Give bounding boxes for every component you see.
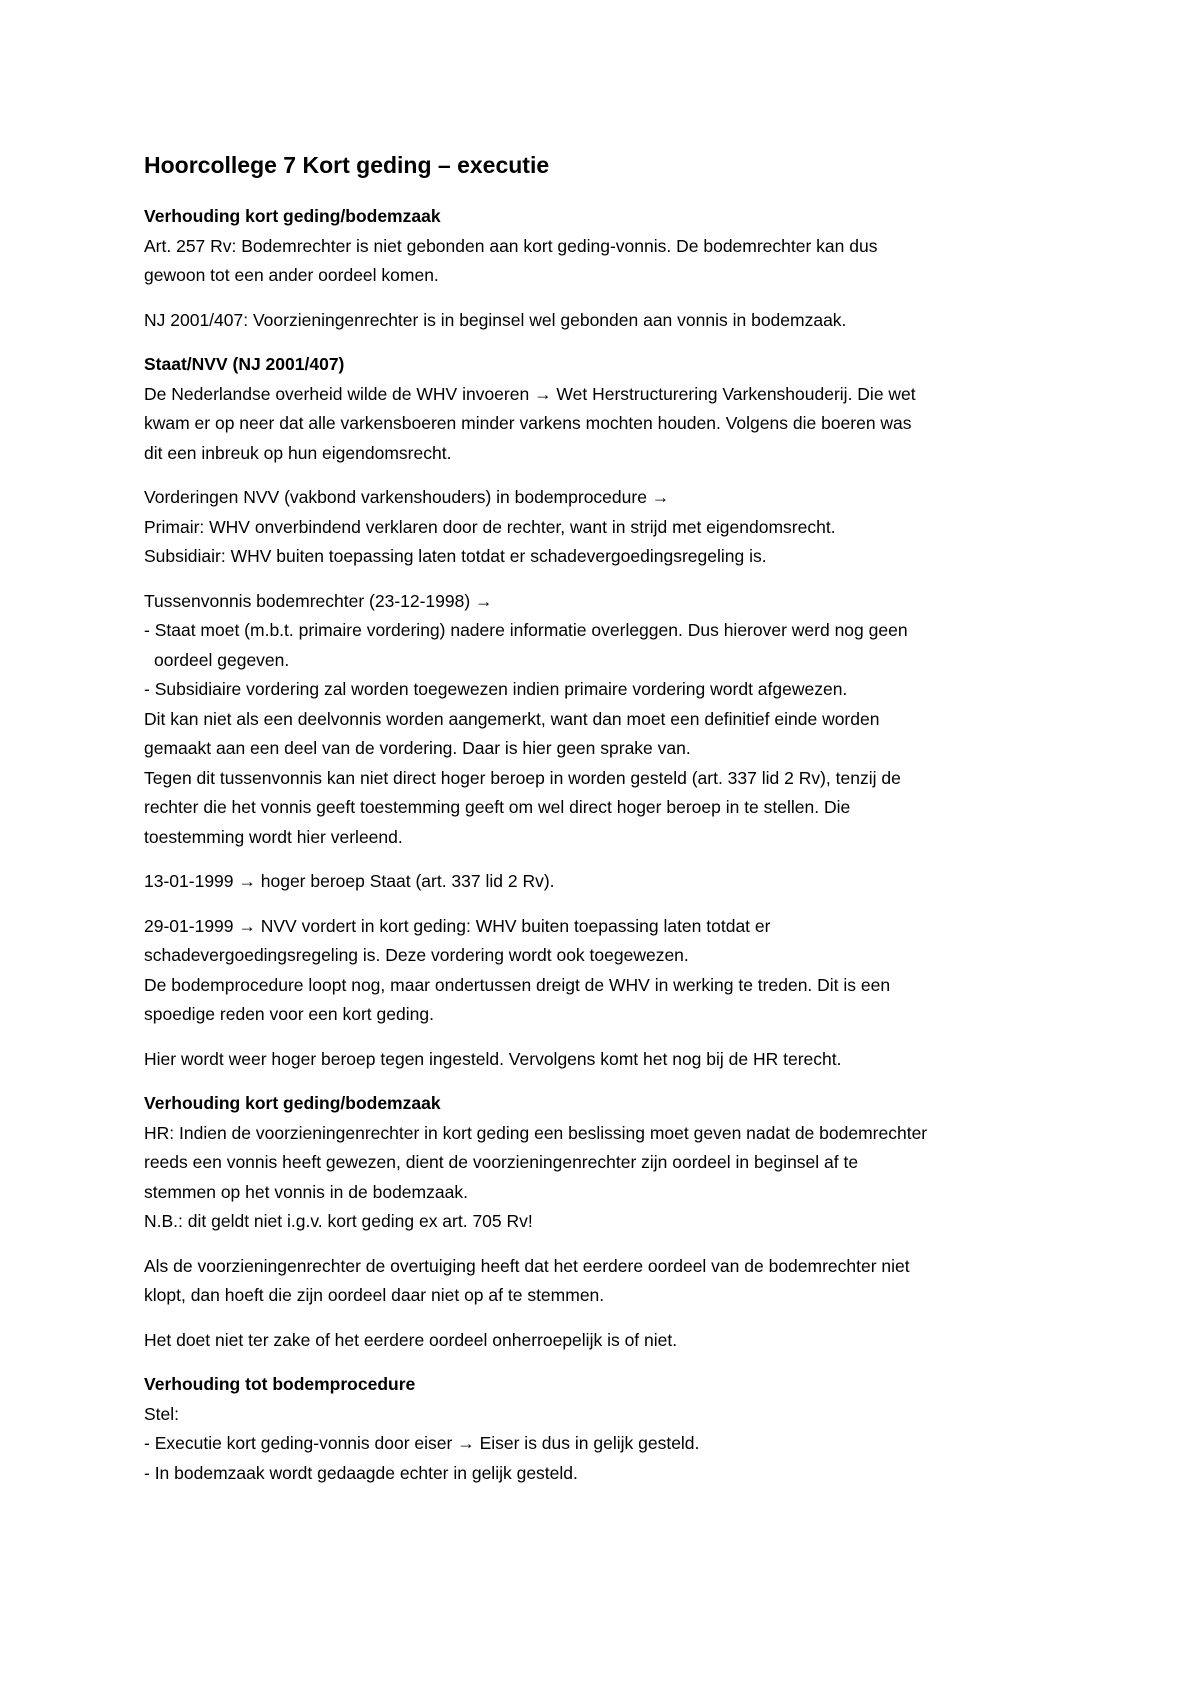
paragraph xyxy=(144,1045,1080,1075)
text-line: Hier wordt weer hoger beroep tegen ingesteld. Vervolgens komt het nog bij de HR terecht. xyxy=(144,1048,842,1069)
document-body xyxy=(144,202,1080,1488)
paragraph xyxy=(144,912,1080,1030)
text-line: reeds een vonnis heeft gewezen, dient de voorzieningenrechter zijn oordeel in beginsel af te xyxy=(144,1152,859,1172)
text-line: stemmen op het vonnis in de bodemzaak. xyxy=(144,1181,468,1202)
text-line: kwam er op neer dat alle varkensboeren minder varkens mochten houden. Volgens die boeren was xyxy=(144,413,912,433)
text-line: 13-01-1999 → hoger beroep Staat (art. 337 lid 2 Rv). xyxy=(144,871,555,891)
text-line: - In bodemzaak wordt gedaagde echter in gelijk gesteld. xyxy=(144,1462,578,1483)
text-line: spoedige reden voor een kort geding. xyxy=(144,1004,434,1024)
text-line: Primair: WHV onverbindend verklaren door de rechter, want in strijd met eigendomsrecht. xyxy=(144,516,836,537)
text-line: Als de voorzieningenrechter de overtuiging heeft dat het eerdere oordeel van de bodemrechter niet xyxy=(144,1255,910,1276)
text-line: Vorderingen NVV (vakbond varkenshouders) in bodemprocedure → xyxy=(144,487,670,507)
text-line: dit een inbreuk op hun eigendomsrecht. xyxy=(144,442,452,463)
text-line: gewoon tot een ander oordeel komen. xyxy=(144,265,439,285)
text-line: oordeel gegeven. xyxy=(154,649,290,670)
document-title: Hoorcollege 7 Kort geding – executie xyxy=(144,152,550,178)
paragraph xyxy=(144,202,1080,291)
text-line: Subsidiair: WHV buiten toepassing laten totdat er schadevergoedingsregeling is. xyxy=(144,546,767,566)
text-line: N.B.: dit geldt niet i.g.v. kort geding ex art. 705 Rv! xyxy=(144,1211,533,1231)
text-line: - Executie kort geding-vonnis door eiser → Eiser is dus in gelijk gesteld. xyxy=(144,1433,700,1453)
paragraph xyxy=(144,867,1080,897)
text-line: - Subsidiaire vordering zal worden toegewezen indien primaire vordering wordt afgewezen. xyxy=(144,679,848,699)
text-line: Stel: xyxy=(144,1403,180,1424)
text-line: rechter die het vonnis geeft toestemming geeft om wel direct hoger beroep in te stellen. Die xyxy=(144,797,851,817)
paragraph xyxy=(144,350,1080,468)
text-line: schadevergoedingsregeling is. Deze vordering wordt ook toegewezen. xyxy=(144,945,689,965)
text-line: HR: Indien de voorzieningenrechter in kort geding een beslissing moet geven nadat de bodemrechter xyxy=(144,1122,928,1143)
paragraph xyxy=(144,306,1080,336)
text-line: De Nederlandse overheid wilde de WHV invoeren → Wet Herstructurering Varkenshouderij. Die wet xyxy=(144,383,916,404)
paragraph xyxy=(144,1326,1080,1356)
paragraph xyxy=(144,1089,1080,1237)
text-line: Tegen dit tussenvonnis kan niet direct hoger beroep in worden gesteld (art. 337 lid 2 Rv), tenzij de xyxy=(144,767,901,788)
section-heading: Staat/NVV (NJ 2001/407) xyxy=(144,354,345,374)
text-line: De bodemprocedure loopt nog, maar ondertussen dreigt de WHV in werking te treden. Dit is een xyxy=(144,974,891,995)
paragraph xyxy=(144,1370,1080,1488)
text-line: Art. 257 Rv: Bodemrechter is niet gebonden aan kort geding-vonnis. De bodemrechter kan dus xyxy=(144,235,878,256)
text-line: toestemming wordt hier verleend. xyxy=(144,826,403,847)
section-heading: Verhouding kort geding/bodemzaak xyxy=(144,206,441,226)
text-line: 29-01-1999 → NVV vordert in kort geding: WHV buiten toepassing laten totdat er xyxy=(144,915,771,936)
text-line: Het doet niet ter zake of het eerdere oordeel onherroepelijk is of niet. xyxy=(144,1329,678,1350)
text-line: Tussenvonnis bodemrechter (23-12-1998) → xyxy=(144,590,493,611)
paragraph xyxy=(144,483,1080,572)
text-line: NJ 2001/407: Voorzieningenrechter is in beginsel wel gebonden aan vonnis in bodemzaak. xyxy=(144,309,847,330)
paragraph xyxy=(144,1252,1080,1311)
section-heading: Verhouding tot bodemprocedure xyxy=(144,1374,416,1394)
text-line: gemaakt aan een deel van de vordering. Daar is hier geen sprake van. xyxy=(144,738,691,758)
text-line: - Staat moet (m.b.t. primaire vordering) nadere informatie overleggen. Dus hierover werd nog geen xyxy=(144,620,908,640)
text-line: Dit kan niet als een deelvonnis worden aangemerkt, want dan moet een definitief einde worden xyxy=(144,708,880,729)
text-line: klopt, dan hoeft die zijn oordeel daar niet op af te stemmen. xyxy=(144,1285,605,1305)
paragraph xyxy=(144,587,1080,853)
section-heading: Verhouding kort geding/bodemzaak xyxy=(144,1093,441,1113)
